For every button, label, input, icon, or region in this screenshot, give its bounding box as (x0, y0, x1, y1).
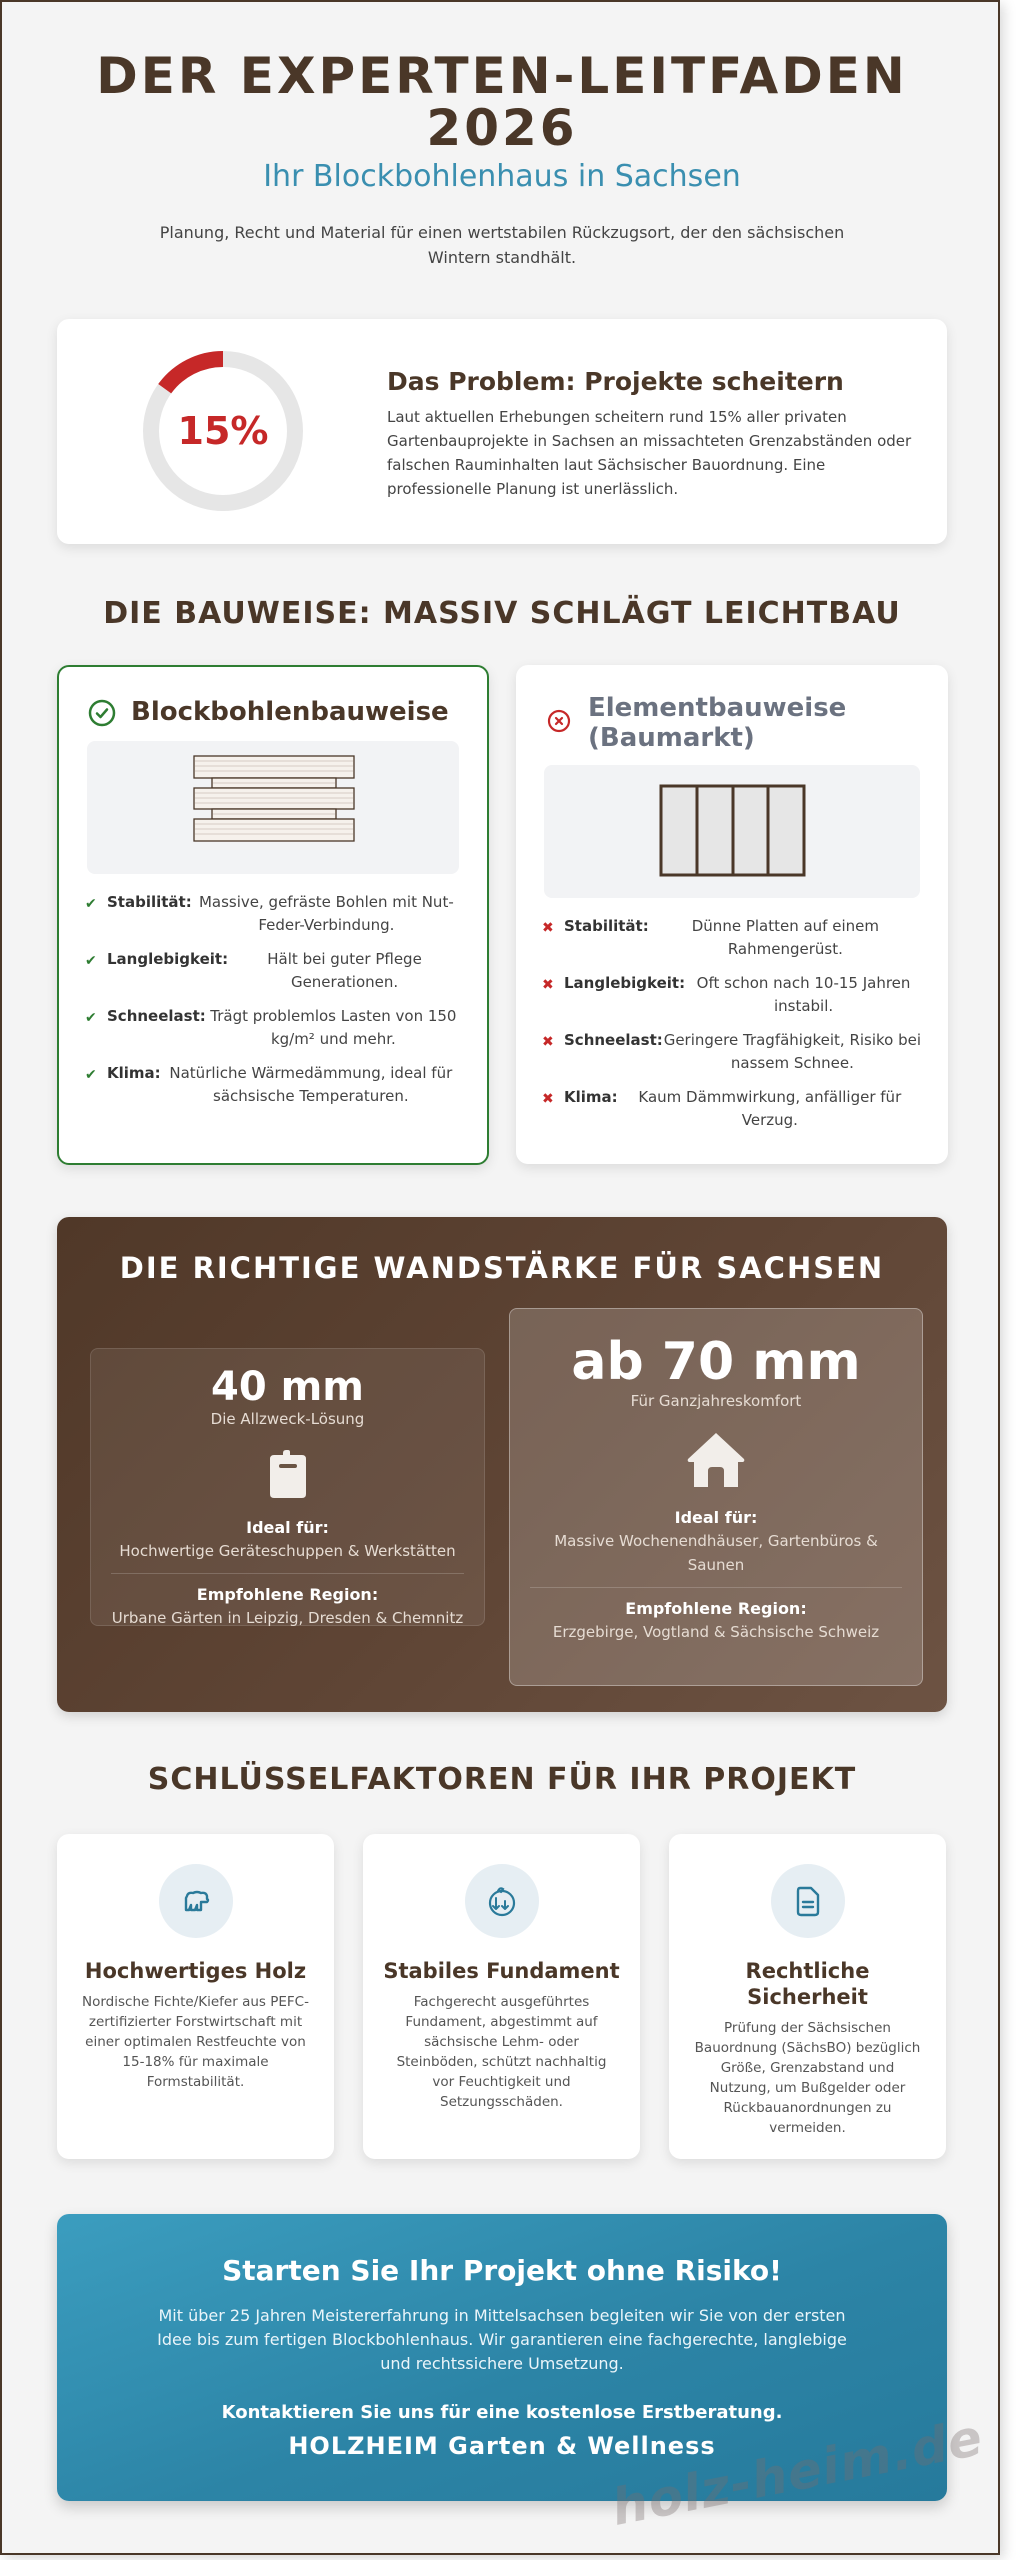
ideal-label: Ideal für: (246, 1518, 329, 1537)
foundation-icon (484, 1883, 520, 1919)
list-item: ✖ Langlebigkeit: Oft schon nach 10-15 Jahren instabil. (542, 974, 911, 1015)
page-title (2, 47, 1000, 157)
factor-title: Hochwertiges Holz (84, 1959, 307, 1983)
log-profile-illustration (87, 741, 459, 874)
intro-text: Planung, Recht und Material für einen wertstabilen Rückzugsort, der den sächsischen Wintern standhält. (159, 223, 845, 267)
check-icon: ✔ (85, 896, 97, 912)
factor-card-foundation (363, 1834, 640, 2159)
factor-text: Nordische Fichte/Kiefer aus PEFC-zertifizierter Forstwirtschaft mit einer optimalen Restfeuchte von 15-18% für maximale Formstabilität. (82, 1994, 309, 2090)
shed-icon (268, 1449, 308, 1499)
wall-thickness-section (57, 1217, 947, 1712)
divider (530, 1587, 902, 1588)
page-subtitle: Ihr Blockbohlenhaus in Sachsen (263, 159, 741, 194)
advantages-list (85, 891, 461, 1119)
house-icon (686, 1431, 746, 1489)
cross-icon: ✖ (542, 920, 554, 936)
check-icon: ✔ (85, 1010, 97, 1026)
cta-title: Starten Sie Ihr Projekt ohne Risiko! (222, 2254, 782, 2287)
region-label: Empfohlene Region: (625, 1599, 807, 1618)
brand-name: HOLZHEIM Garten & Wellness (288, 2432, 716, 2460)
bauweise-section-title: DIE BAUWEISE: MASSIV SCHLÄGT LEICHTBAU (103, 596, 901, 631)
thickness-value: ab 70 mm (571, 1332, 861, 1392)
list-item: ✔ Klima: Natürliche Wärmedämmung, ideal für sächsische Temperaturen. (85, 1064, 453, 1105)
problem-text: Laut aktuellen Erhebungen scheitern rund 15% aller privaten Gartenbauprojekte in Sachsen an missachteten Grenzabständen oder falschen Rauminhalten laut Sächsischer Bauordnung. Eine professionelle Planung ist unerlässlich. (387, 408, 912, 498)
region-value: Erzgebirge, Vogtland & Sächsische Schweiz (552, 1623, 880, 1641)
watermark: holz-heim.de (607, 2408, 988, 2537)
card-title: Elementbauweise (Baumarkt) (588, 693, 847, 753)
option-40mm (90, 1348, 485, 1626)
problem-title: Das Problem: Projekte scheitern (387, 367, 844, 396)
panel-wall-icon (544, 765, 920, 898)
list-item: ✖ Klima: Kaum Dämmwirkung, anfälliger für Verzug. (542, 1088, 902, 1129)
list-item: ✔ Schneelast: Trägt problemlos Lasten von 150 kg/m² und mehr. (85, 1007, 457, 1048)
factor-text: Prüfung der Sächsischen Bauordnung (SächsBO) bezüglich Größe, Grenzabstand und Nutzung, um Bußgelder oder Rückbauanordnungen zu vermeiden. (694, 2020, 921, 2136)
factor-title: Rechtliche Sicherheit (745, 1959, 870, 2009)
factor-text: Fachgerecht ausgeführtes Fundament, abgestimmt auf sächsische Lehm- oder Steinböden, schützt nachhaltig vor Feuchtigkeit und Setzungsschäden. (396, 1994, 607, 2110)
log-planks-icon (87, 741, 463, 874)
elementbau-card (516, 665, 948, 1164)
list-item: ✖ Schneelast: Geringere Tragfähigkeit, Risiko bei nassem Schnee. (542, 1031, 922, 1072)
divider (111, 1573, 464, 1574)
list-item: ✔ Stabilität: Massive, gefräste Bohlen mit Nut-Feder-Verbindung. (85, 893, 454, 934)
wall-section-title: DIE RICHTIGE WANDSTÄRKE FÜR SACHSEN (119, 1251, 885, 1285)
check-circle-icon (87, 698, 117, 728)
panel-frame-illustration (544, 765, 920, 898)
x-circle-icon (544, 706, 574, 736)
cross-icon: ✖ (542, 1091, 554, 1107)
card-title: Blockbohlenbauweise (131, 697, 449, 727)
wood-icon (179, 1884, 213, 1918)
ideal-label: Ideal für: (674, 1508, 758, 1527)
thickness-tagline: Die Allzweck-Lösung (210, 1410, 365, 1428)
header (2, 47, 1000, 270)
factor-card-wood (57, 1834, 334, 2159)
region-label: Empfohlene Region: (196, 1585, 379, 1604)
factors-section-title: SCHLÜSSELFAKTOREN FÜR IHR PROJEKT (147, 1762, 857, 1797)
problem-card (57, 319, 947, 544)
option-70mm (509, 1308, 923, 1686)
check-icon: ✔ (85, 1067, 97, 1083)
check-icon: ✔ (85, 953, 97, 969)
thickness-value: 40 mm (211, 1364, 364, 1410)
region-value: Urbane Gärten in Leipzig, Dresden & Chemnitz (111, 1609, 464, 1627)
cta-text: Mit über 25 Jahren Meistererfahrung in Mittelsachsen begleiten wir Sie von der ersten Idee bis zum fertigen Blockbohlenhaus. Wir garantieren eine fachgerechte, langlebige und rechtssichere Umsetzung. (157, 2306, 847, 2373)
factor-card-legal (669, 1834, 946, 2159)
title-line-2: 2026 (426, 99, 578, 157)
factor-title: Stabiles Fundament (383, 1959, 620, 1983)
thickness-tagline: Für Ganzjahreskomfort (630, 1392, 802, 1410)
title-line-1: DER EXPERTEN-LEITFADEN (96, 47, 908, 105)
cross-icon: ✖ (542, 977, 554, 993)
document-icon (792, 1884, 824, 1918)
disadvantages-list (542, 915, 922, 1143)
list-item: ✔ Langlebigkeit: Hält bei guter Pflege Generationen. (85, 950, 422, 991)
percent-label: 15% (177, 409, 269, 453)
ideal-value: Hochwertige Geräteschuppen & Werkstätten (119, 1542, 456, 1560)
list-item: ✖ Stabilität: Dünne Platten auf einem Rahmengerüst. (542, 917, 879, 958)
cross-icon: ✖ (542, 1034, 554, 1050)
blockbohlen-card (57, 665, 489, 1165)
cta-contact: Kontaktieren Sie uns für eine kostenlose Erstberatung. (221, 2402, 783, 2423)
ideal-value: Massive Wochenendhäuser, Gartenbüros & Saunen (554, 1532, 878, 1574)
